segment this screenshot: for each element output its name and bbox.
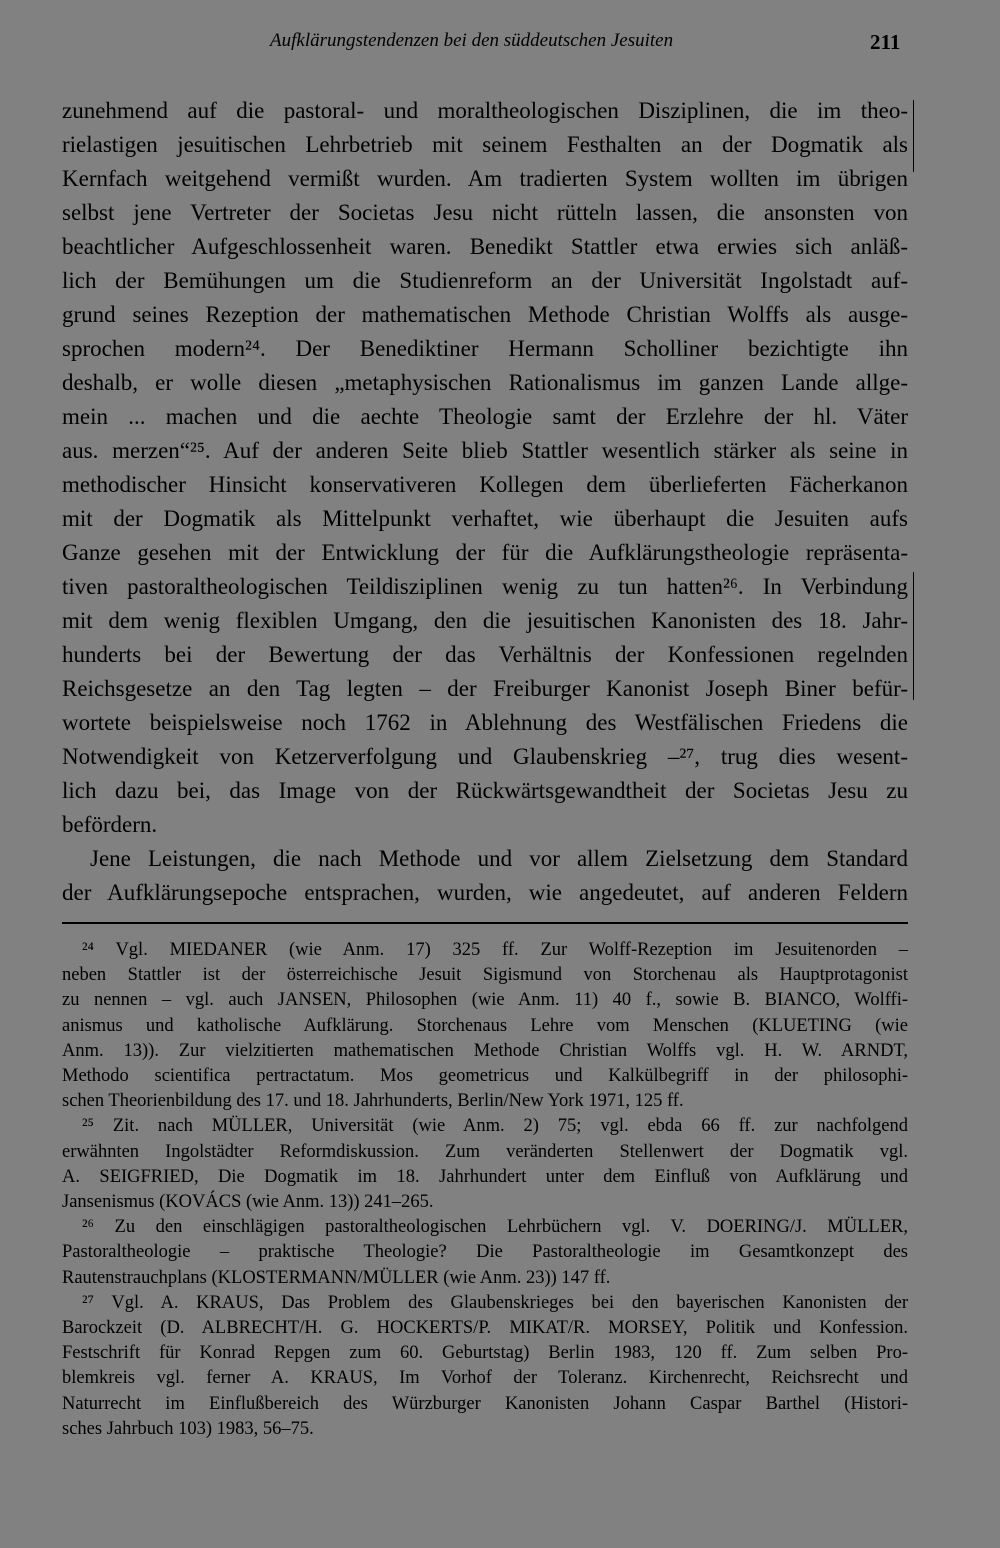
main-text <box>62 94 908 910</box>
text-line: wortete beispielsweise noch 1762 in Ablehnung des Westfälischen Friedens die <box>62 710 908 735</box>
footnote-line: Methodo scientifica pertractatum. Mos geometricus und Kalkülbegriff in der philosophi- <box>62 1066 908 1087</box>
text-line: mein ... machen und die aechte Theologie samt der Erzlehre der hl. Väter <box>62 404 908 429</box>
footnote-26 <box>62 1215 908 1291</box>
footnotes <box>62 938 908 1442</box>
text-line: mit der Dogmatik als Mittelpunkt verhaftet, wie überhaupt die Jesuiten aufs <box>62 506 908 531</box>
footnote-line: Jansenismus (KOVÁCS (wie Anm. 13)) 241–265. <box>62 1192 434 1213</box>
footnote-line: ²⁵ Zit. nach MÜLLER, Universität (wie Anm. 2) 75; vgl. ebda 66 ff. zur nachfolgend <box>82 1116 908 1137</box>
text-line: mit dem wenig flexiblen Umgang, den die jesuitischen Kanonisten des 18. Jahr- <box>62 608 908 633</box>
text-line: Notwendigkeit von Ketzerverfolgung und Glaubenskrieg –²⁷, trug dies wesent- <box>62 744 908 769</box>
footnote-line: sches Jahrbuch 103) 1983, 56–75. <box>62 1418 314 1439</box>
paragraph <box>62 94 908 842</box>
text-line: Jene Leistungen, die nach Methode und vor allem Zielsetzung dem Standard <box>90 846 908 871</box>
footnote-line: zu nennen – vgl. auch JANSEN, Philosophen (wie Anm. 11) 40 f., sowie B. BIANCO, Wolffi- <box>62 990 908 1011</box>
text-line: befördern. <box>62 812 158 837</box>
text-line: zunehmend auf die pastoral- und moraltheologischen Disziplinen, die im theo- <box>62 98 908 123</box>
running-title: Aufklärungstendenzen bei den süddeutschen Jesuiten <box>270 30 674 51</box>
footnote-line: Barockzeit (D. ALBRECHT/H. G. HOCKERTS/P. MIKAT/R. MORSEY, Politik und Konfession. <box>62 1318 908 1339</box>
text-line: selbst jene Vertreter der Societas Jesu nicht rütteln lassen, die ansonsten von <box>62 200 908 225</box>
margin-mark <box>913 100 922 172</box>
footnote-line: A. SEIGFRIED, Die Dogmatik im 18. Jahrhundert unter dem Einfluß von Aufklärung und <box>62 1166 908 1187</box>
text-line: hunderts bei der Bewertung der das Verhältnis der Konfessionen regelnden <box>62 642 908 667</box>
footnote-line: neben Stattler ist der österreichische Jesuit Sigismund von Storchenau als Hauptprotagonist <box>62 965 908 986</box>
footnote-line: Anm. 13)). Zur vielzitierten mathematischen Methode Christian Wolffs vgl. H. W. ARNDT, <box>62 1040 908 1061</box>
footnote-line: Festschrift für Konrad Repgen zum 60. Geburtstag) Berlin 1983, 120 ff. Zum selben Pro- <box>62 1343 908 1364</box>
footnote-line: erwähnten Ingolstädter Reformdiskussion. Zum veränderten Stellenwert der Dogmatik vgl. <box>62 1141 908 1162</box>
text-line: der Aufklärungsepoche entsprachen, wurden, wie angedeutet, auf anderen Feldern <box>62 880 908 905</box>
footnote-24 <box>62 938 908 1114</box>
text-line: beachtlicher Aufgeschlossenheit waren. Benedikt Stattler etwa erwies sich anläß- <box>62 234 908 259</box>
text-line: methodischer Hinsicht konservativeren Kollegen dem überlieferten Fächerkanon <box>62 472 908 497</box>
footnote-line: anismus und katholische Aufklärung. Storchenaus Lehre vom Menschen (KLUETING (wie <box>62 1015 908 1036</box>
footnote-line: ²⁴ Vgl. MIEDANER (wie Anm. 17) 325 ff. Zur Wolff-Rezeption im Jesuitenorden – <box>82 940 908 960</box>
footnote-line: blemkreis vgl. ferner A. KRAUS, Im Vorhof der Toleranz. Kirchenrecht, Reichsrecht und <box>62 1368 908 1389</box>
text-line: rielastigen jesuitischen Lehrbetrieb mit seinem Festhalten an der Dogmatik als <box>62 132 908 157</box>
footnote-line: Rautenstrauchplans (KLOSTERMANN/MÜLLER (wie Anm. 23)) 147 ff. <box>62 1267 611 1288</box>
text-line: Kernfach weitgehend vermißt wurden. Am tradierten System wollten im übrigen <box>62 166 908 191</box>
page-number: 211 <box>870 30 901 54</box>
text-line: Reichsgesetze an den Tag legten – der Freiburger Kanonist Joseph Biner befür- <box>62 676 908 701</box>
paragraph <box>62 842 908 910</box>
footnote-27 <box>62 1291 908 1442</box>
text-line: lich der Bemühungen um die Studienreform an der Universität Ingolstadt auf- <box>62 268 908 293</box>
text-line: tiven pastoraltheologischen Teildisziplinen wenig zu tun hatten²⁶. In Verbindung <box>62 574 908 599</box>
footnote-line: schen Theorienbildung des 17. und 18. Jahrhunderts, Berlin/New York 1971, 125 ff. <box>62 1091 684 1112</box>
footnote-line: ²⁷ Vgl. A. KRAUS, Das Problem des Glaubenskrieges bei den bayerischen Kanonisten der <box>82 1292 908 1313</box>
text-line: grund seines Rezeption der mathematischen Methode Christian Wolffs als ausge- <box>62 302 908 327</box>
footnote-line: ²⁶ Zu den einschlägigen pastoraltheologischen Lehrbüchern vgl. V. DOERING/J. MÜLLER, <box>82 1217 908 1238</box>
text-line: lich dazu bei, das Image von der Rückwärtsgewandtheit der Societas Jesu zu <box>62 778 908 803</box>
text-line: Ganze gesehen mit der Entwicklung der für die Aufklärungstheologie repräsenta- <box>62 540 908 565</box>
text-line: aus. merzen“²⁵. Auf der anderen Seite blieb Stattler wesentlich stärker als seine in <box>62 438 908 463</box>
text-line: sprochen modern²⁴. Der Benediktiner Hermann Scholliner bezichtigte ihn <box>62 336 908 361</box>
margin-mark <box>913 572 922 700</box>
footnote-line: Pastoraltheologie – praktische Theologie? Die Pastoraltheologie im Gesamtkonzept des <box>62 1242 908 1263</box>
footnote-line: Naturrecht im Einflußbereich des Würzburger Kanonisten Johann Caspar Barthel (Histori- <box>62 1393 908 1414</box>
footnote-rule <box>62 922 908 924</box>
text-line: deshalb, er wolle diesen „metaphysischen Rationalismus im ganzen Lande allge- <box>62 370 908 395</box>
footnote-25 <box>62 1114 908 1215</box>
